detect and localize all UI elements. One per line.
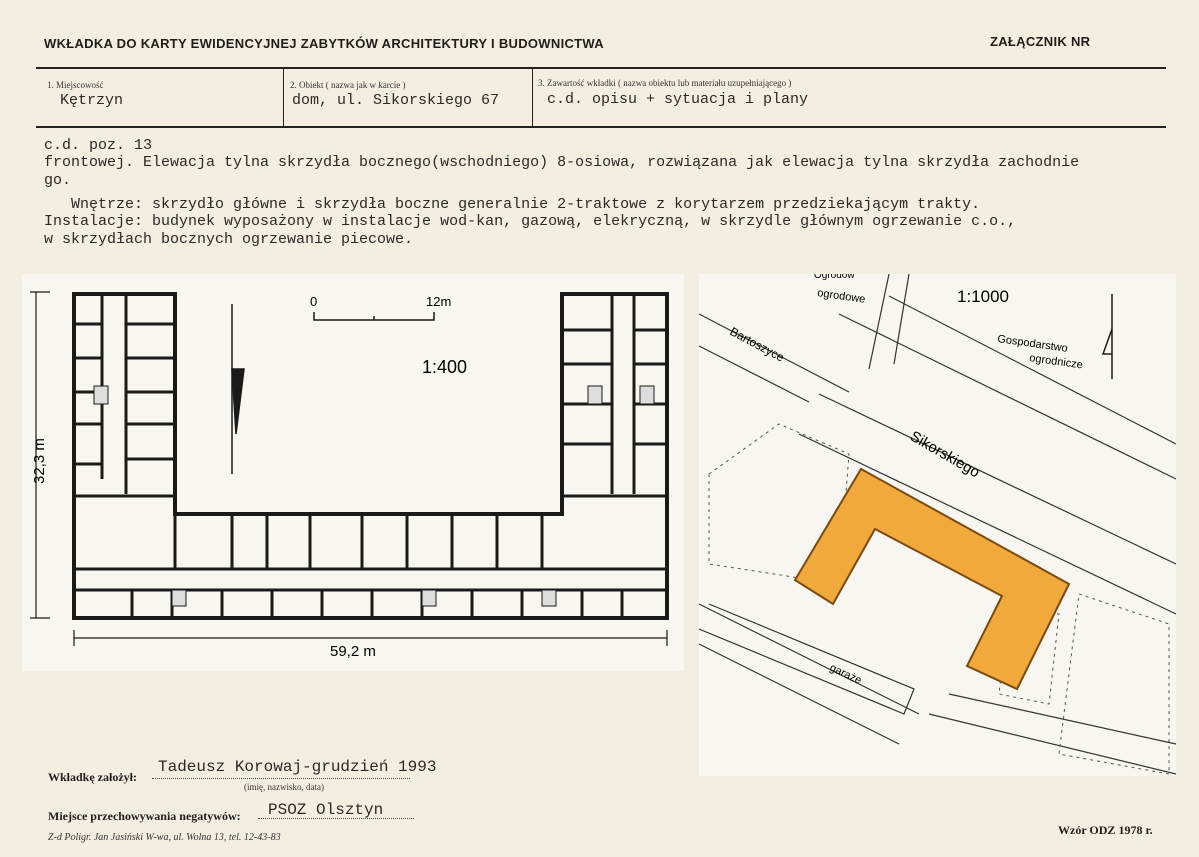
attachment-label: ZAŁĄCZNIK NR (990, 34, 1091, 49)
plan-scale: 1:400 (422, 357, 468, 377)
created-dotline (152, 778, 410, 779)
field-content-label: 3. Zawartość wkładki ( nazwa obiektu lub materiału uzupełniającego ) (538, 78, 792, 88)
highlighted-building (795, 469, 1069, 689)
form-model: Wzór ODZ 1978 r. (1058, 823, 1153, 837)
scale-bar-start: 0 (310, 294, 318, 309)
header-rule-top (36, 67, 1166, 69)
body-line-3: go. (44, 172, 72, 189)
north-arrow-icon (232, 304, 244, 474)
map-scale: 1:1000 (957, 287, 1009, 306)
created-value: Tadeusz Korowaj-grudzień 1993 (158, 758, 437, 776)
storage-dotline (258, 818, 414, 819)
field-object-value: dom, ul. Sikorskiego 67 (292, 92, 500, 109)
body-line-6: w skrzydłach bocznych ogrzewanie piecowe. (44, 231, 414, 248)
field-divider-2 (532, 68, 533, 126)
field-location-value: Kętrzyn (60, 92, 124, 109)
printer-note: Z-d Poligr. Jan Jasiński W-wa, ul. Wolna 13, tel. 12-43-83 (48, 832, 281, 843)
map-north-arrow-icon (1103, 294, 1112, 379)
body-line-5: Instalacje: budynek wyposażony w instalacje wod-kan, gazową, elekryczną, w skrzydle głównym ogrzewanie c.o., (44, 213, 1017, 230)
site-map-panel (699, 274, 1176, 776)
label-garden-2: ogrodnicze (1028, 352, 1084, 372)
storage-value: PSOZ Olsztyn (268, 801, 384, 819)
scale-bar-end: 12m (426, 294, 452, 309)
storage-label: Miejsce przechowywania negatywów: (48, 809, 241, 823)
field-divider-1 (283, 68, 284, 126)
street-ogrodowe-partial: Ogrodow (814, 274, 855, 281)
header-rule-bottom (36, 126, 1166, 128)
body-line-1: c.d. poz. 13 (44, 137, 153, 154)
street-ogrodowe: ogrodowe (816, 287, 867, 306)
street-sikorskiego: Sikorskiego (907, 427, 983, 482)
floor-plan-drawing (22, 274, 684, 671)
body-line-4: Wnętrze: skrzydło główne i skrzydła boczne generalnie 2-traktowe z korytarzem przedziekającym trakty. (44, 196, 981, 213)
width-dimension: 59,2 m (330, 643, 376, 660)
label-garages: garaże (827, 661, 864, 687)
label-garden-1: Gospodarstwo (996, 333, 1069, 355)
site-map-drawing (699, 274, 1176, 776)
created-hint: (imię, nazwisko, data) (244, 782, 324, 792)
field-object-label: 2. Obiekt ( nazwa jak w karcie ) (290, 80, 406, 90)
field-location-label: 1. Miejscowość (47, 80, 104, 90)
height-dimension: 32,3 m (31, 438, 48, 484)
field-content-value: c.d. opisu + sytuacja i plany (547, 91, 809, 108)
street-bartoszyce: Bartoszyce (727, 324, 787, 365)
form-title: WKŁADKA DO KARTY EWIDENCYJNEJ ZABYTKÓW ARCHITEKTURY I BUDOWNICTWA (44, 36, 604, 51)
created-label: Wkładkę założył: (48, 770, 137, 784)
body-line-2: frontowej. Elewacja tylna skrzydła bocznego(wschodniego) 8-osiowa, rozwiązana jak elewacja tylna skrzydła zachodnie (44, 154, 1080, 171)
floor-plan-panel (22, 274, 684, 671)
